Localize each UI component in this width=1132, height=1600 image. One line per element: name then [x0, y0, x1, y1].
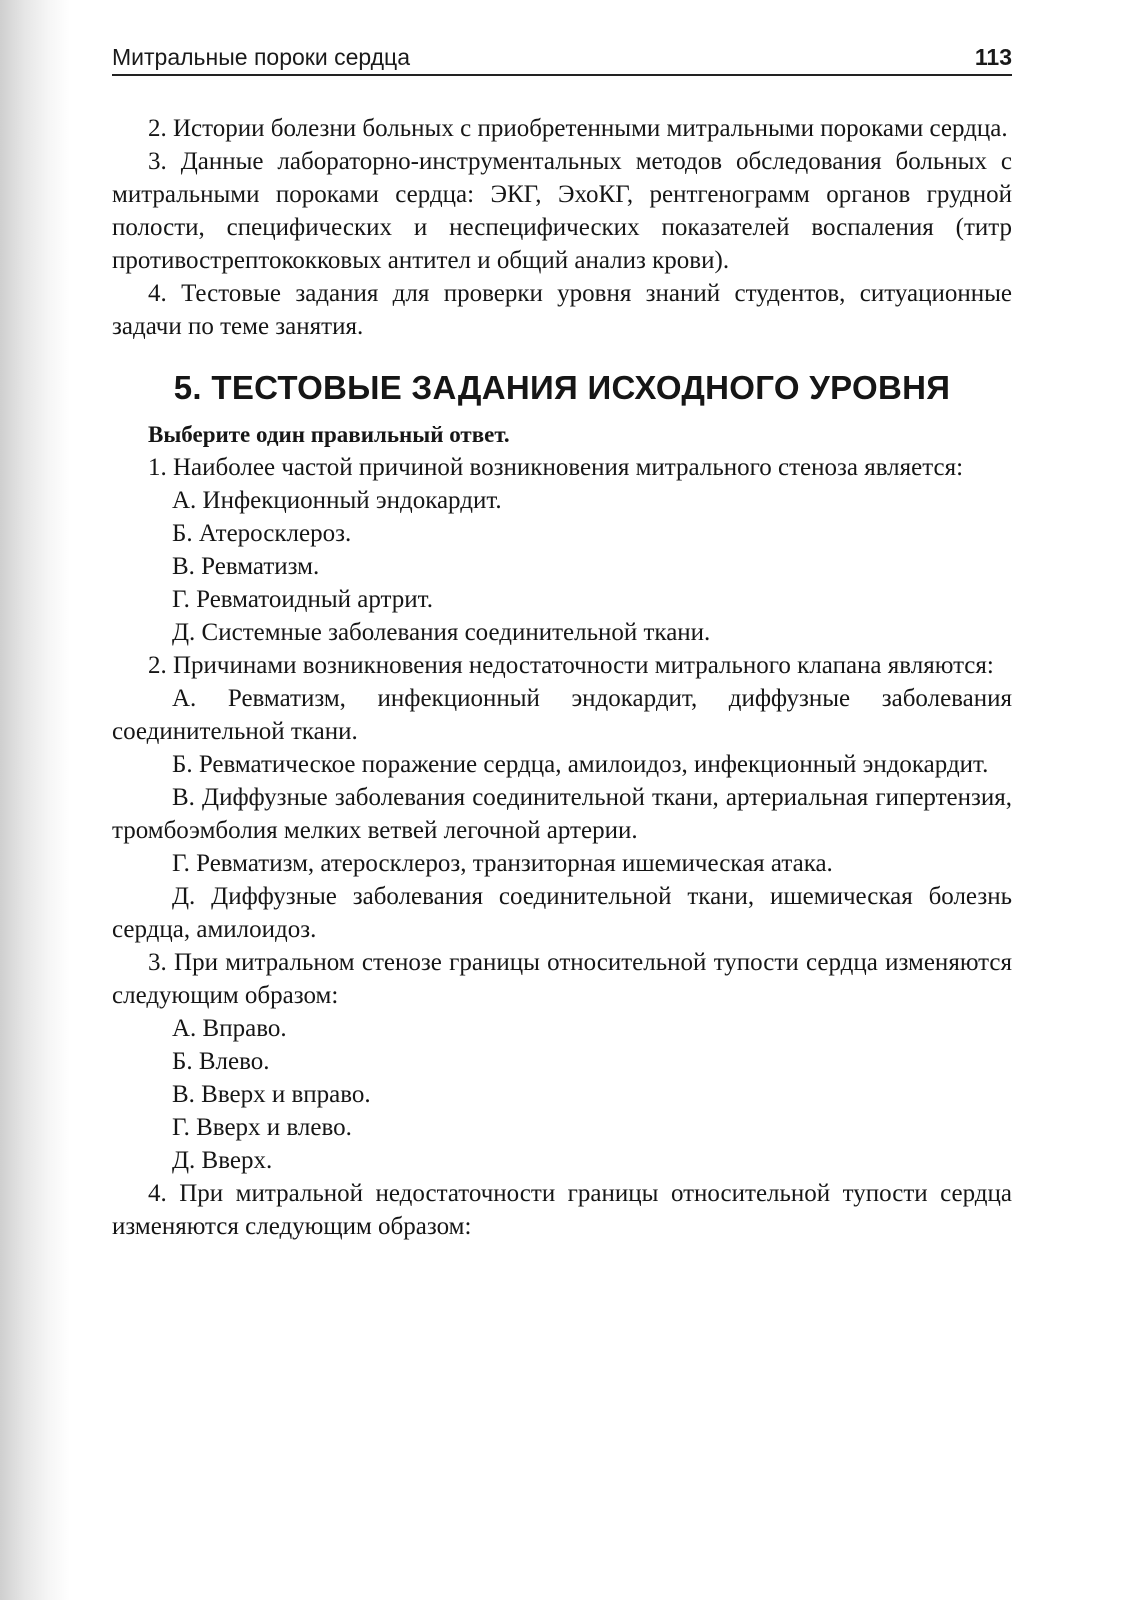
page-body — [112, 112, 1012, 1243]
question-1: 1. Наиболее частой причиной возникновения митрального стеноза является: — [148, 454, 964, 481]
section-heading: 5. ТЕСТОВЫЕ ЗАДАНИЯ ИСХОДНОГО УРОВНЯ — [173, 369, 951, 406]
running-title: Митральные пороки сердца — [112, 44, 411, 70]
answer-option: Д. Системные заболевания соединительной ткани. — [172, 619, 711, 646]
answer-option: Д. Вверх. — [172, 1147, 273, 1174]
materials-item: 2. Истории болезни больных с приобретенными митральными пороками сердца. — [148, 115, 1008, 142]
answer-option: Б. Ревматическое поражение сердца, амилоидоз, инфекционный эндокардит. — [172, 751, 989, 778]
answer-option: А. Ревматизм, инфекционный эндокардит, диффузные заболевания соединительной ткани. — [112, 685, 1012, 745]
question-4: 4. При митральной недостаточности границы относительной тупости сердца изменяются следующим образом: — [112, 1180, 1012, 1240]
materials-item: 3. Данные лабораторно-инструментальных методов обследования больных с митральными пороками сердца: ЭКГ, ЭхоКГ, рентгенограмм органов грудной полости, специфических и неспецифических показателей воспаления (титр противострептококковых антител и общий анализ крови). — [112, 148, 1012, 274]
answer-option: Б. Влево. — [172, 1048, 270, 1075]
answer-option: Б. Атеросклероз. — [172, 520, 352, 547]
test-instruction: Выберите один правильный ответ. — [148, 422, 510, 447]
page-number: 113 — [974, 44, 1012, 70]
answer-option: Г. Ревматизм, атеросклероз, транзиторная ишемическая атака. — [172, 850, 833, 877]
book-page — [112, 44, 1012, 1243]
answer-option: Г. Ревматоидный артрит. — [172, 586, 433, 613]
question-3: 3. При митральном стенозе границы относительной тупости сердца изменяются следующим образом: — [112, 949, 1012, 1009]
answer-option: А. Инфекционный эндокардит. — [172, 487, 502, 514]
running-head — [112, 44, 1012, 76]
answer-option: Д. Диффузные заболевания соединительной ткани, ишемическая болезнь сердца, амилоидоз. — [112, 883, 1012, 943]
materials-item: 4. Тестовые задания для проверки уровня знаний студентов, ситуационные задачи по теме занятия. — [112, 280, 1012, 340]
answer-option: В. Ревматизм. — [172, 553, 320, 580]
book-binding-shadow — [0, 0, 70, 1600]
answer-option: В. Вверх и вправо. — [172, 1081, 371, 1108]
answer-option: А. Вправо. — [172, 1015, 287, 1042]
question-2: 2. Причинами возникновения недостаточности митрального клапана являются: — [148, 652, 994, 679]
answer-option: Г. Вверх и влево. — [172, 1114, 352, 1141]
answer-option: В. Диффузные заболевания соединительной ткани, артериальная гипертензия, тромбоэмболия мелких ветвей легочной артерии. — [112, 784, 1012, 844]
